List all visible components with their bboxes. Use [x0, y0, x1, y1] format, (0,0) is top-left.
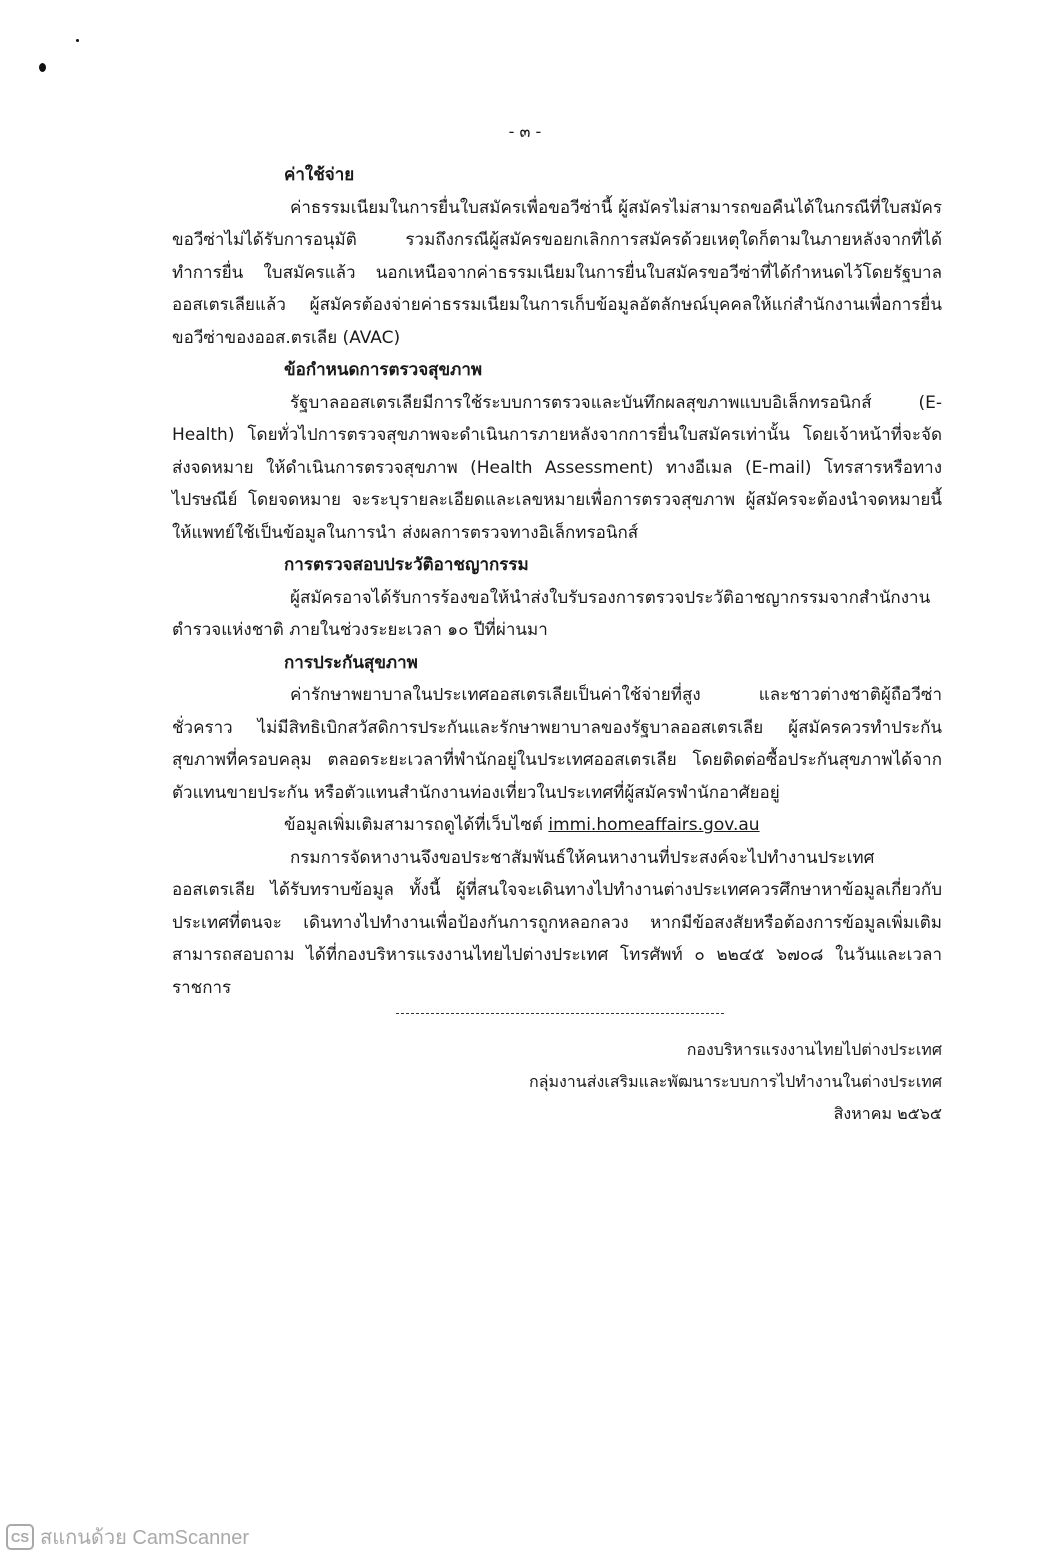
document-body: [172, 159, 942, 1004]
signature-date: สิงหาคม ๒๕๖๕: [833, 1104, 942, 1123]
page-number: - ๓ -: [508, 122, 542, 141]
paragraph-health-insurance: ค่ารักษาพยาบาลในประเทศออสเตรเลียเป็นค่าใช้จ่ายที่สูง และชาวต่างชาติผู้ถือวีซ่าชั่วคราว ไม่มีสิทธิเบิกสวัสดิการประกันและรักษาพยาบาลของรัฐบาลออสเตรเลีย ผู้สมัครควรทำประกันสุขภาพที่ครอบคลุม ตลอดระยะเวลาที่พำนักอยู่ในประเทศออสเตรเลีย โดยติดต่อซื้อประกันสุขภาพได้จากตัวแทนขายประกัน หรือตัวแทนสำนักงานท่องเที่ยวในประเทศที่ผู้สมัครพำนักอาศัยอยู่: [172, 685, 942, 803]
paragraph-closing: กรมการจัดหางานจึงขอประชาสัมพันธ์ให้คนหางานที่ประสงค์จะไปทำงานประเทศออสเตรเลีย ได้รับทราบข้อมูล ทั้งนี้ ผู้ที่สนใจจะเดินทางไปทำงานต่างประเทศควรศึกษาหาข้อมูลเกี่ยวกับประเทศที่ตนจะ เดินทางไปทำงานเพื่อป้องกันการถูกหลอกลวง หากมีข้อสงสัยหรือต้องการข้อมูลเพิ่มเติมสามารถสอบถาม ได้ที่กองบริหารแรงงานไทยไปต่างประเทศ โทรศัพท์ ๐ ๒๒๔๕ ๖๗๐๘ ในวันและเวลาราชการ: [172, 847, 942, 998]
paragraph-expenses: ค่าธรรมเนียมในการยื่นใบสมัครเพื่อขอวีซ่านี้ ผู้สมัครไม่สามารถขอคืนได้ในกรณีที่ใบสมัคร ขอวีซ่าไม่ได้รับการอนุมัติ รวมถึงกรณีผู้สมัครขอยกเลิกการสมัครด้วยเหตุใดก็ตามในภายหลังจากที่ได้ทำการยื่น ใบสมัครแล้ว นอกเหนือจากค่าธรรมเนียมในการยื่นใบสมัครขอวีซ่าที่ได้กำหนดไว้โดยรัฐบาลออสเตรเลียแล้ว ผู้สมัครต้องจ่ายค่าธรรมเนียมในการเก็บข้อมูลอัตลักษณ์บุคคลให้แก่สำนักงานเพื่อการยื่นขอวีซ่าของออส.ตรเลีย (AVAC): [172, 197, 942, 348]
heading-criminal-check: การตรวจสอบประวัติอาชญากรรม: [284, 555, 529, 575]
camscanner-logo-icon: CS: [6, 1524, 34, 1550]
camscanner-watermark: [6, 1522, 249, 1552]
signature-group: กลุ่มงานส่งเสริมและพัฒนาระบบการไปทำงานในต่างประเทศ: [528, 1072, 942, 1091]
heading-health-insurance: การประกันสุขภาพ: [284, 652, 418, 673]
heading-health-check: ข้อกำหนดการตรวจสุขภาพ: [284, 360, 483, 380]
website-link[interactable]: immi.homeaffairs.gov.au: [548, 815, 760, 835]
dashed-divider: [396, 1013, 724, 1014]
more-info-line: [172, 809, 942, 842]
paragraph-criminal-check: ผู้สมัครอาจได้รับการร้องขอให้นำส่งใบรับรองการตรวจประวัติอาชญากรรมจากสำนักงาน ตำรวจแห่งชาติ ภายในช่วงระยะเวลา ๑๐ ปีที่ผ่านมา: [172, 587, 931, 640]
signature-division: กองบริหารแรงงานไทยไปต่างประเทศ: [686, 1040, 942, 1059]
signature-block: [342, 1034, 942, 1130]
heading-expenses: ค่าใช้จ่าย: [284, 165, 355, 185]
paragraph-health-check: รัฐบาลออสเตรเลียมีการใช้ระบบการตรวจและบันทึกผลสุขภาพแบบอิเล็กทรอนิกส์ (E-Health) โดยทั่วไปการตรวจสุขภาพจะดำเนินการภายหลังจากการยื่นใบสมัครเท่านั้น โดยเจ้าหน้าที่จะจัดส่งจดหมาย ให้ดำเนินการตรวจสุขภาพ (Health Assessment) ทางอีเมล (E-mail) โทรสารหรือทางไปรษณีย์ โดยจดหมาย จะระบุรายละเอียดและเลขหมายเพื่อการตรวจสุขภาพ ผู้สมัครจะต้องนำจดหมายนี้ให้แพทย์ใช้เป็นข้อมูลในการนำ ส่งผลการตรวจทางอิเล็กทรอนิกส์: [172, 392, 942, 543]
camscanner-text: สแกนด้วย CamScanner: [40, 1527, 250, 1549]
more-info-text: ข้อมูลเพิ่มเติมสามารถดูได้ที่เว็บไซต์: [284, 815, 543, 835]
